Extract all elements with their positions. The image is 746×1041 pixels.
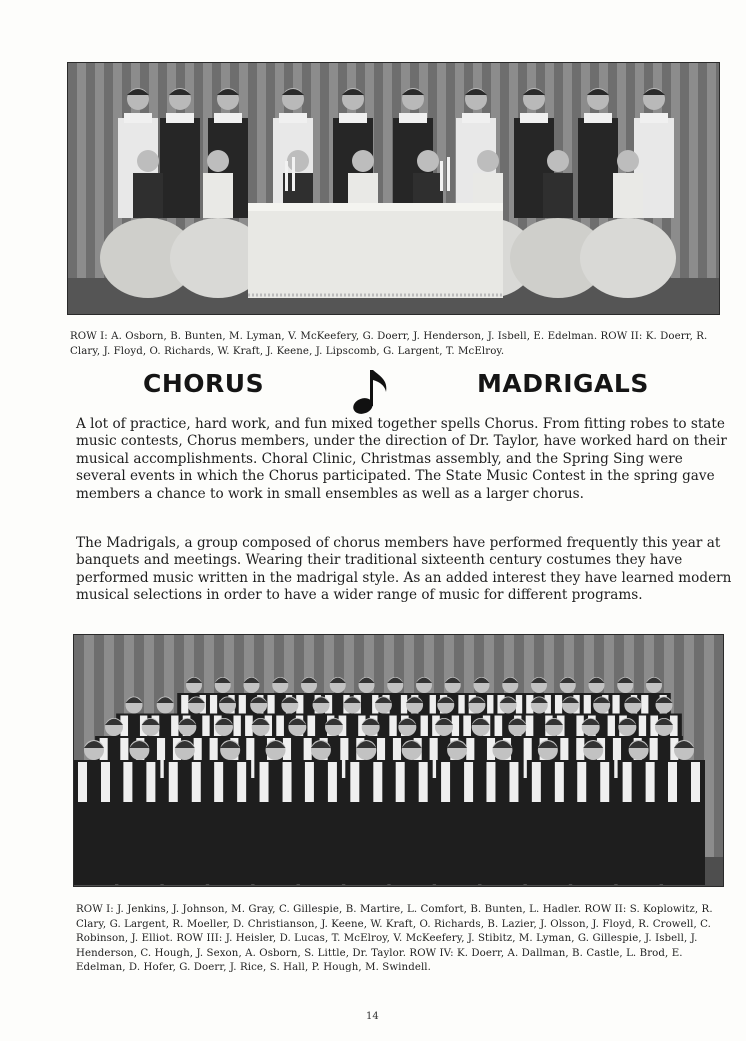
chorus-caption: ROW I: J. Jenkins, J. Johnson, M. Gray, C. Gillespie, B. Martire, L. Comfort, B. Bunten, L. Hadler. ROW II: S. Koplowitz, R. Clary, G. Largent, R. Moeller, D. Christianson, J. Keene, W. Kraft, O. Richards, B. Lazier, J. Olsson, J. Floyd, R. Crowell, C. Robinson, J. Elliot. ROW III: J. Heisler, D. Lucas, T. McElroy, V. McKeefery, J. Stibitz, M. Lyman, G. Gillespie, J. Isbell, J. Henderson, C. Hough, J. Sexon, A. Osborn, S. Little, Dr. Taylor. ROW IV: K. Doerr, A. Dallman, B. Castle, L. Brod, E. Edelman, D. Hofer, G. Doerr, J. Rice, S. Hall, P. Hough, M. Swindell.	[76, 904, 713, 973]
madrigals-photo	[67, 62, 720, 315]
madrigals-heading: MADRIGALS	[477, 369, 649, 398]
chorus-photo	[73, 634, 724, 887]
music-note-icon	[350, 366, 392, 416]
chorus-paragraph: A lot of practice, hard work, and fun mixed together spells Chorus. From fitting robes to state music contests, Chorus members, under the direction of Dr. Taylor, have worked hard on their musical accomplishments. Choral Clinic, Christmas assembly, and the Spring Sing were several events in which the Chorus participated. The State Music Contest in the spring gave members a chance to work in small ensembles as well as a larger chorus.	[76, 416, 727, 502]
madrigals-caption: ROW I: A. Osborn, B. Bunten, M. Lyman, V. McKeefery, G. Doerr, J. Henderson, J. Isbell, E. Edelman. ROW II: K. Doerr, R. Clary, J. Floyd, O. Richards, W. Kraft, J. Keene, J. Lipscomb, G. Largent, T. McElroy.	[70, 331, 708, 357]
page-number: 14	[366, 1011, 379, 1022]
madrigals-paragraph: The Madrigals, a group composed of chorus members have performed frequently this year at banquets and meetings. Wearing their traditional sixteenth century costumes they have performed music written in the madrigal style. As an added interest they have learned modern musical selections in order to have a wider range of music for different programs.	[76, 535, 732, 604]
madrigals-photo-image	[68, 63, 719, 314]
chorus-photo-image	[74, 635, 723, 886]
chorus-heading: CHORUS	[143, 369, 265, 398]
